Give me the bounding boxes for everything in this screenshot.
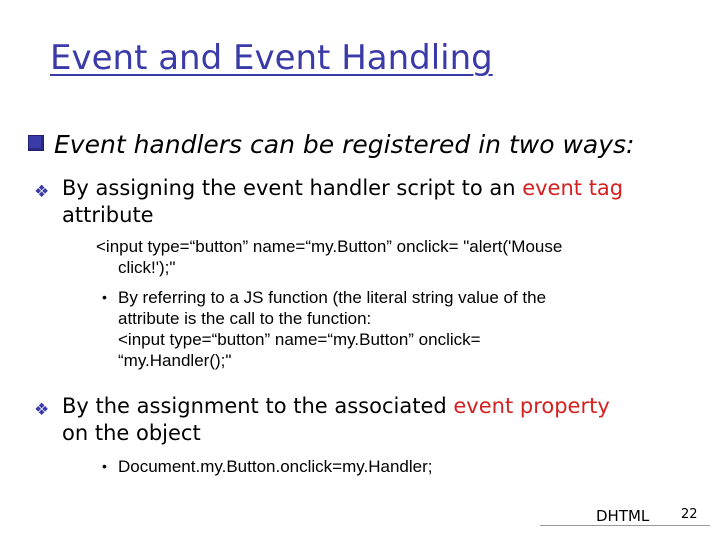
diamond-check-bullet-icon: ❖ [34,400,50,420]
sub-point-text: By the assignment to the associated [62,394,454,418]
bullet-function-reference [102,287,547,371]
main-point-text: Event handlers can be registered in two ways: [54,130,635,159]
page-number: 22 [681,507,698,522]
sub-point-text: By assigning the event handler script to an [62,176,523,200]
sub-point-tag-attribute [34,175,624,229]
bullet-line-2: attribute is the call to the function: [118,309,372,328]
highlight-event-tag: event tag [522,176,624,200]
code-line-2: click!');" [118,258,176,277]
highlight-event-property: event property [453,394,610,418]
sub-point-line-2: attribute [62,203,154,227]
main-point [28,130,634,159]
code-line: <input type=“button” name=“my.Button” onclick= "alert('Mouse [96,237,563,256]
diamond-check-bullet-icon: ❖ [34,182,50,202]
slide-title: Event and Event Handling [50,38,493,78]
dot-bullet-icon: • [102,289,107,305]
sub-point-line-2: on the object [62,421,201,445]
sub-point-line [62,175,623,202]
square-bullet-icon [28,135,44,151]
footer-label: DHTML [596,507,650,525]
footer-divider [540,525,710,526]
sub-point-line [62,393,610,420]
sub-point-event-property [34,393,610,447]
bullet-line-4: “my.Handler();" [118,351,232,370]
bullet-line: By referring to a JS function (the literal string value of the [118,288,547,307]
bullet-line-3: <input type=“button” name=“my.Button” onclick= [118,330,481,349]
code-example-1 [96,236,562,278]
bullet-line: Document.my.Button.onclick=my.Handler; [118,457,433,476]
bullet-assignment-example [102,456,433,477]
dot-bullet-icon: • [102,458,107,474]
